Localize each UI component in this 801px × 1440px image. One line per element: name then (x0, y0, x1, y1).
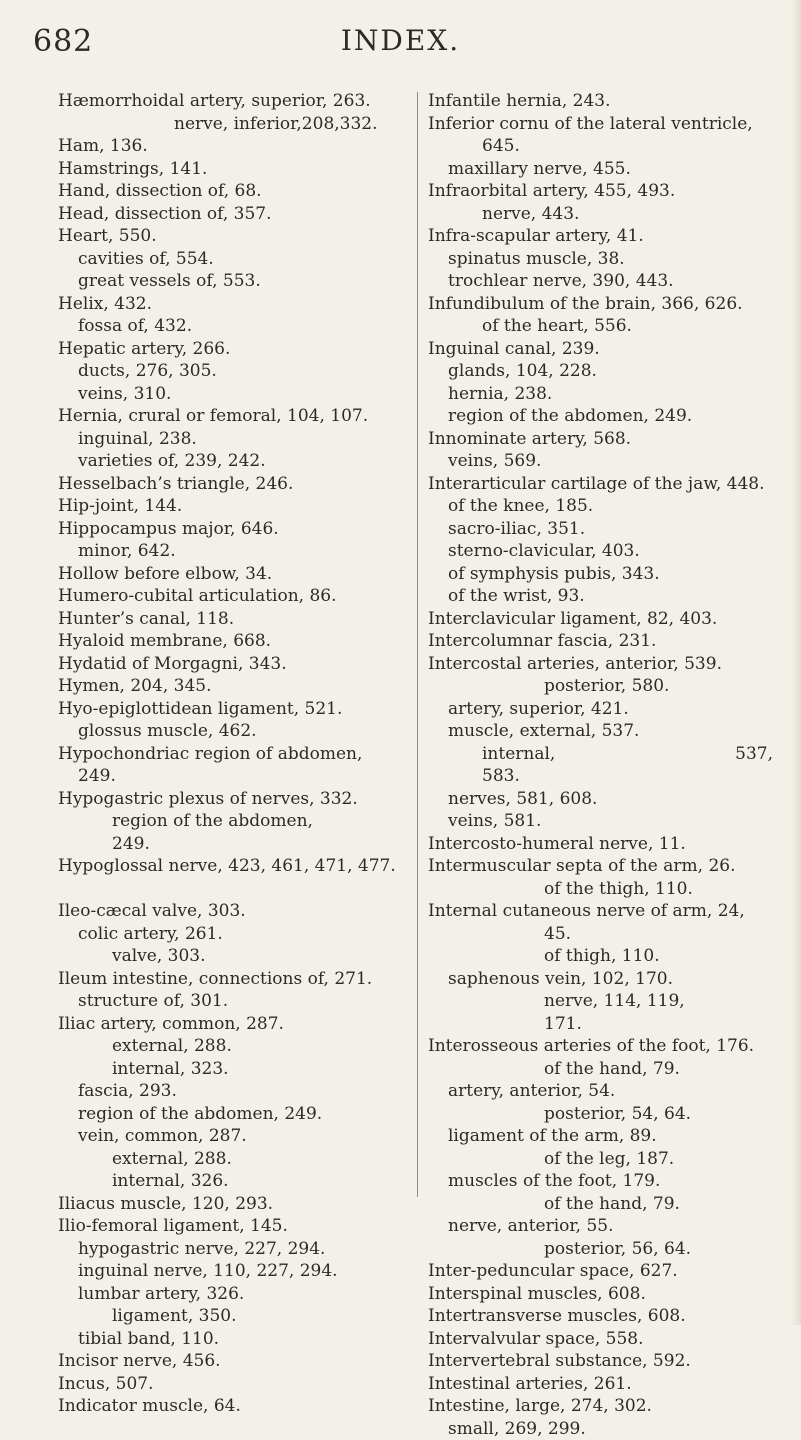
index-entry: 45. (428, 923, 773, 946)
index-entry: Inferior cornu of the lateral ventricle, (428, 113, 773, 136)
index-entry: 583. (428, 765, 773, 788)
index-entry: nerve, anterior, 55. (428, 1215, 773, 1238)
index-entry: Interspinal muscles, 608. (428, 1283, 773, 1306)
index-entry: Humero-cubital articulation, 86. (58, 585, 408, 608)
index-entry: Hydatid of Morgagni, 343. (58, 653, 408, 676)
index-entry: Helix, 432. (58, 293, 408, 316)
index-entry: Hypoglossal nerve, 423, 461, 471, 477. (58, 855, 408, 878)
index-entry: Ilio-femoral ligament, 145. (58, 1215, 408, 1238)
index-entry: trochlear nerve, 390, 443. (428, 270, 773, 293)
page-edge-shadow (791, 0, 801, 1325)
index-entry: Head, dissection of, 357. (58, 203, 408, 226)
index-entry (428, 743, 773, 766)
index-entry: Internal cutaneous nerve of arm, 24, (428, 900, 773, 923)
index-entry: Heart, 550. (58, 225, 408, 248)
index-entry: Infra-scapular artery, 41. (428, 225, 773, 248)
index-entry: region of the abdomen, 249. (58, 1103, 408, 1126)
index-entry: Intestinal arteries, 261. (428, 1373, 773, 1396)
index-entry: Intercolumnar fascia, 231. (428, 630, 773, 653)
index-entry: lumbar artery, 326. (58, 1283, 408, 1306)
index-entry: great vessels of, 553. (58, 270, 408, 293)
index-entry: nerves, 581, 608. (428, 788, 773, 811)
index-entry: Intermuscular septa of the arm, 26. (428, 855, 773, 878)
index-entry: external, 288. (58, 1148, 408, 1171)
index-entry: Hippocampus major, 646. (58, 518, 408, 541)
section-gap (58, 878, 408, 901)
index-entry: internal, 326. (58, 1170, 408, 1193)
index-entry: Incisor nerve, 456. (58, 1350, 408, 1373)
index-entry: colic artery, 261. (58, 923, 408, 946)
index-entry: valve, 303. (58, 945, 408, 968)
index-entry: Infundibulum of the brain, 366, 626. (428, 293, 773, 316)
index-entry: glossus muscle, 462. (58, 720, 408, 743)
index-entry: of the hand, 79. (428, 1058, 773, 1081)
index-entry: 171. (428, 1013, 773, 1036)
index-entry: vein, common, 287. (58, 1125, 408, 1148)
index-entry: muscle, external, 537. (428, 720, 773, 743)
index-entry: internal, 323. (58, 1058, 408, 1081)
index-entry: nerve, inferior,208,332. (58, 113, 408, 136)
index-entry: Incus, 507. (58, 1373, 408, 1396)
index-entry: 249. (58, 833, 408, 856)
index-entry: veins, 310. (58, 383, 408, 406)
index-entry: of the knee, 185. (428, 495, 773, 518)
index-entry: external, 288. (58, 1035, 408, 1058)
index-entry: of the heart, 556. (428, 315, 773, 338)
index-entry: Indicator muscle, 64. (58, 1395, 408, 1418)
index-entry: glands, 104, 228. (428, 360, 773, 383)
index-entry: Hypochondriac region of abdomen, (58, 743, 408, 766)
index-entry: 249. (58, 765, 408, 788)
index-column-left (58, 90, 408, 1418)
index-entry: of thigh, 110. (428, 945, 773, 968)
index-column-right (428, 90, 773, 1440)
index-entry: Hepatic artery, 266. (58, 338, 408, 361)
page-number: 682 (33, 24, 93, 59)
index-entry: Iliac artery, common, 287. (58, 1013, 408, 1036)
index-entry: Iliacus muscle, 120, 293. (58, 1193, 408, 1216)
index-entry: Hollow before elbow, 34. (58, 563, 408, 586)
index-entry: nerve, 443. (428, 203, 773, 226)
index-entry: Innominate artery, 568. (428, 428, 773, 451)
index-entry: Intercosto-humeral nerve, 11. (428, 833, 773, 856)
index-entry: of the hand, 79. (428, 1193, 773, 1216)
index-entry: sterno-clavicular, 403. (428, 540, 773, 563)
index-entry: Hyaloid membrane, 668. (58, 630, 408, 653)
index-entry: fossa of, 432. (58, 315, 408, 338)
index-entry: Inter-peduncular space, 627. (428, 1260, 773, 1283)
index-entry: Inguinal canal, 239. (428, 338, 773, 361)
index-entry: posterior, 580. (428, 675, 773, 698)
index-entry: Hernia, crural or femoral, 104, 107. (58, 405, 408, 428)
index-entry: fascia, 293. (58, 1080, 408, 1103)
index-entry: Ileum intestine, connections of, 271. (58, 968, 408, 991)
entry-pages: 537, (735, 743, 773, 766)
index-entry: Hand, dissection of, 68. (58, 180, 408, 203)
index-entry: posterior, 56, 64. (428, 1238, 773, 1261)
index-entry: Hyo-epiglottidean ligament, 521. (58, 698, 408, 721)
index-entry: of the wrist, 93. (428, 585, 773, 608)
index-entry: saphenous vein, 102, 170. (428, 968, 773, 991)
index-entry: muscles of the foot, 179. (428, 1170, 773, 1193)
index-entry: Hesselbach’s triangle, 246. (58, 473, 408, 496)
index-entry: Intertransverse muscles, 608. (428, 1305, 773, 1328)
index-entry: minor, 642. (58, 540, 408, 563)
index-entry: Hunter’s canal, 118. (58, 608, 408, 631)
index-entry: of the leg, 187. (428, 1148, 773, 1171)
index-entry: nerve, 114, 119, (428, 990, 773, 1013)
index-entry: Infraorbital artery, 455, 493. (428, 180, 773, 203)
index-entry: Ham, 136. (58, 135, 408, 158)
index-entry: Hamstrings, 141. (58, 158, 408, 181)
index-entry: Intervalvular space, 558. (428, 1328, 773, 1351)
index-entry: region of the abdomen, 249. (428, 405, 773, 428)
index-entry: Hæmorrhoidal artery, superior, 263. (58, 90, 408, 113)
index-entry: Ileo-cæcal valve, 303. (58, 900, 408, 923)
index-entry: Intercostal arteries, anterior, 539. (428, 653, 773, 676)
index-entry: of the thigh, 110. (428, 878, 773, 901)
index-entry: veins, 569. (428, 450, 773, 473)
index-entry: hypogastric nerve, 227, 294. (58, 1238, 408, 1261)
entry-text: internal, (482, 744, 555, 764)
index-entry: inguinal nerve, 110, 227, 294. (58, 1260, 408, 1283)
index-entry: Infantile hernia, 243. (428, 90, 773, 113)
index-entry: tibial band, 110. (58, 1328, 408, 1351)
index-entry: Interosseous arteries of the foot, 176. (428, 1035, 773, 1058)
index-entry: region of the abdomen, (58, 810, 408, 833)
index-entry: Hip-joint, 144. (58, 495, 408, 518)
index-entry: Intestine, large, 274, 302. (428, 1395, 773, 1418)
index-entry: artery, superior, 421. (428, 698, 773, 721)
index-entry: maxillary nerve, 455. (428, 158, 773, 181)
index-entry: Interarticular cartilage of the jaw, 448. (428, 473, 773, 496)
index-entry: ligament, 350. (58, 1305, 408, 1328)
index-entry: Interclavicular ligament, 82, 403. (428, 608, 773, 631)
index-entry: Hypogastric plexus of nerves, 332. (58, 788, 408, 811)
index-entry: Hymen, 204, 345. (58, 675, 408, 698)
index-entry: cavities of, 554. (58, 248, 408, 271)
index-entry: spinatus muscle, 38. (428, 248, 773, 271)
index-entry: ligament of the arm, 89. (428, 1125, 773, 1148)
index-entry: artery, anterior, 54. (428, 1080, 773, 1103)
index-entry: small, 269, 299. (428, 1418, 773, 1440)
running-title: INDEX. (0, 24, 801, 57)
index-entry: 645. (428, 135, 773, 158)
index-entry: of symphysis pubis, 343. (428, 563, 773, 586)
page-header (0, 14, 801, 64)
index-entry: Intervertebral substance, 592. (428, 1350, 773, 1373)
index-entry: varieties of, 239, 242. (58, 450, 408, 473)
index-entry: inguinal, 238. (58, 428, 408, 451)
index-entry: veins, 581. (428, 810, 773, 833)
index-entry: ducts, 276, 305. (58, 360, 408, 383)
index-entry: posterior, 54, 64. (428, 1103, 773, 1126)
column-divider (417, 92, 418, 1197)
index-entry: hernia, 238. (428, 383, 773, 406)
index-entry: structure of, 301. (58, 990, 408, 1013)
index-entry: sacro-iliac, 351. (428, 518, 773, 541)
